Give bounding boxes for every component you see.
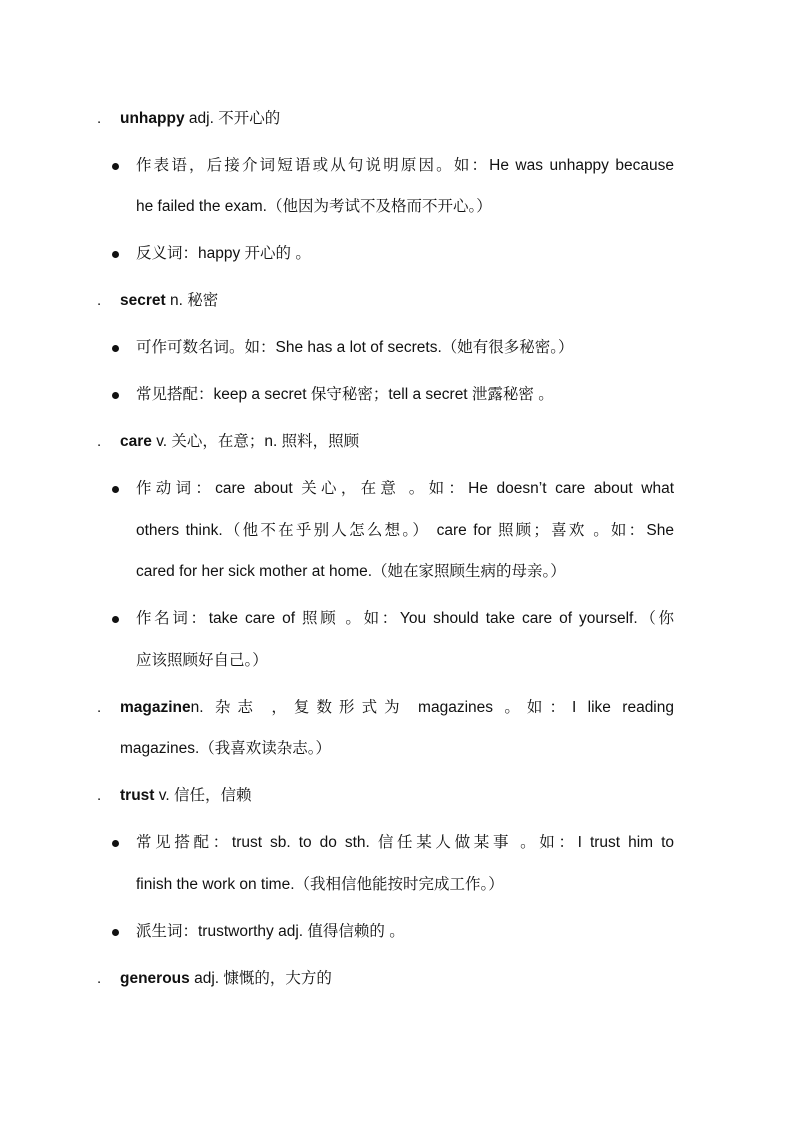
- entry-heading: [120, 109, 280, 129]
- entry-continuation: magazines.（我喜欢读杂志。）: [120, 740, 332, 757]
- entry-marker: .: [97, 433, 102, 450]
- entry-marker: .: [97, 970, 102, 987]
- entry-heading: [120, 969, 332, 989]
- bullet-text: 应该照顾好自己。）: [136, 652, 268, 669]
- entry-definition: n. 杂志 ，复数形式为 magazines 。如：I like reading: [190, 699, 674, 716]
- bullet-text: 作名词：take care of 照顾 。如：You should take care of yourself.（你: [136, 610, 674, 627]
- entry-word: secret: [120, 292, 166, 309]
- entry-marker: .: [97, 787, 102, 804]
- bullet-text: 派生词：trustworthy adj. 值得信赖的 。: [136, 923, 405, 940]
- bullet-text: finish the work on time.（我相信他能按时完成工作。）: [136, 876, 504, 893]
- entry-word: unhappy: [120, 110, 185, 127]
- entry-definition: n. 秘密: [165, 292, 219, 309]
- entry-heading: [120, 291, 218, 311]
- bullet-text: cared for her sick mother at home.（她在家照顾生病的母亲。）: [136, 563, 566, 580]
- bullet-icon: [112, 840, 119, 847]
- bullet-icon: [112, 251, 119, 258]
- entry-definition: v. 信任，信赖: [154, 787, 252, 804]
- bullet-icon: [112, 163, 119, 170]
- bullet-icon: [112, 929, 119, 936]
- bullet-text: 可作可数名词。如：She has a lot of secrets.（她有很多秘密。）: [136, 339, 574, 356]
- entry-marker: .: [97, 292, 102, 309]
- bullet-icon: [112, 392, 119, 399]
- bullet-icon: [112, 345, 119, 352]
- bullet-text: 反义词：happy 开心的 。: [136, 245, 311, 262]
- entry-word: care: [120, 433, 152, 450]
- entry-marker: .: [97, 110, 102, 127]
- bullet-text: 常见搭配：keep a secret 保守秘密；tell a secret 泄露秘密 。: [136, 386, 554, 403]
- entry-definition: adj. 慷慨的，大方的: [189, 970, 332, 987]
- bullet-icon: [112, 486, 119, 493]
- bullet-text: 作表语，后接介词短语或从句说明原因。如：He was unhappy because: [136, 157, 674, 174]
- bullet-text: 作动词：care about 关心，在意 。如：He doesn’t care about what: [136, 480, 674, 497]
- entry-word: generous: [120, 970, 190, 987]
- entry-definition: v. 关心，在意；n. 照料，照顾: [151, 433, 360, 450]
- bullet-text: 常见搭配：trust sb. to do sth. 信任某人做某事 。如：I trust him to: [136, 834, 674, 851]
- bullet-icon: [112, 616, 119, 623]
- entry-word: trust: [120, 787, 155, 804]
- entry-heading: [120, 432, 359, 452]
- entry-word: magazine: [120, 699, 191, 716]
- entry-heading: [120, 786, 251, 806]
- entry-heading: [120, 698, 674, 718]
- entry-marker: .: [97, 699, 102, 716]
- entry-definition: adj. 不开心的: [184, 110, 281, 127]
- bullet-text: he failed the exam.（他因为考试不及格而不开心。）: [136, 198, 492, 215]
- bullet-text: others think.（他不在乎别人怎么想。） care for 照顾；喜欢 。如：She: [136, 522, 674, 539]
